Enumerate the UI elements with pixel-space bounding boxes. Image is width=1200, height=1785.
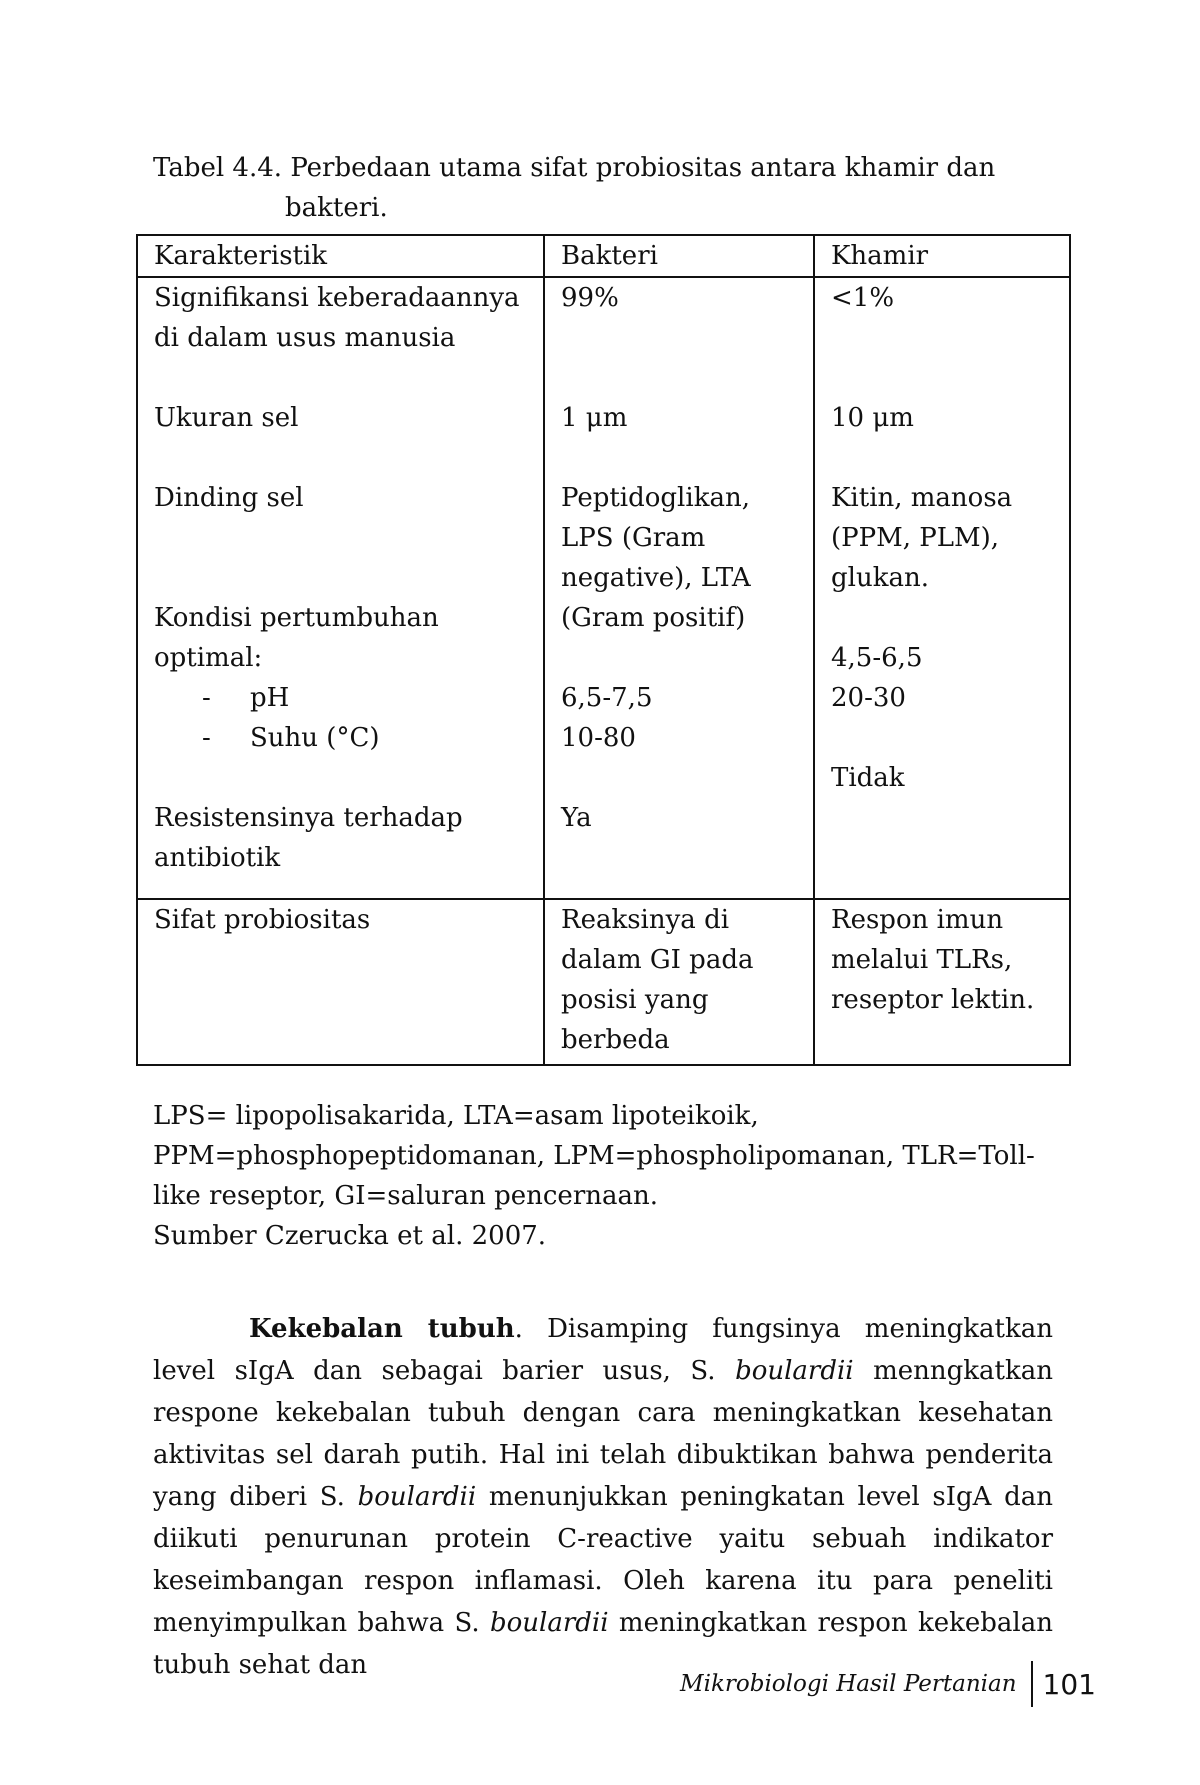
char-ukuran-sel: Ukuran sel xyxy=(154,403,299,433)
header-khamir: Khamir xyxy=(814,235,1070,277)
char-signifikansi-2: di dalam usus manusia xyxy=(154,323,456,353)
sifat-label: Sifat probiositas xyxy=(154,905,371,935)
list-dash: - xyxy=(202,683,211,713)
khamir-suhu: 20-30 xyxy=(831,683,906,713)
khamir-dinding-2: (PPM, PLM), xyxy=(831,523,1000,553)
species-name: boulardii xyxy=(735,1356,854,1386)
body-text-4: meningkatkan respon kekebalan tubuh sehat dan xyxy=(153,1608,1053,1680)
sifat-khamir-2: melalui TLRs, xyxy=(831,945,1013,975)
bakteri-resistensi: Ya xyxy=(561,803,592,833)
bakteri-ukuran: 1 μm xyxy=(561,403,628,433)
sifat-khamir-cell xyxy=(814,899,1070,1065)
char-resistensi-1: Resistensinya terhadap xyxy=(154,803,463,833)
bakteri-dinding-4: (Gram positif) xyxy=(561,603,746,633)
bakteri-suhu: 10-80 xyxy=(561,723,636,753)
table-row-sifat xyxy=(137,899,1070,1065)
char-signifikansi-1: Signifikansi keberadaannya xyxy=(154,283,520,313)
caption-line-2: bakteri. xyxy=(285,193,388,223)
char-kondisi-2: optimal: xyxy=(154,643,263,673)
char-dinding-sel: Dinding sel xyxy=(154,483,304,513)
table-header-row xyxy=(137,235,1070,277)
char-kondisi-1: Kondisi pertumbuhan xyxy=(154,603,439,633)
bakteri-dinding-2: LPS (Gram xyxy=(561,523,706,553)
bakteri-ph: 6,5-7,5 xyxy=(561,683,653,713)
sifat-khamir-1: Respon imun xyxy=(831,905,1004,935)
notes-source: Sumber Czerucka et al. 2007. xyxy=(153,1221,547,1251)
char-resistensi-2: antibiotik xyxy=(154,843,281,873)
bakteri-cell xyxy=(544,277,814,899)
bakteri-dinding-3: negative), LTA xyxy=(561,563,751,593)
bakteri-signifikansi: 99% xyxy=(561,283,619,313)
paragraph-heading: Kekebalan tubuh xyxy=(249,1314,515,1344)
sifat-bakteri-1: Reaksinya di xyxy=(561,905,730,935)
footer-book-title: Mikrobiologi Hasil Pertanian xyxy=(680,1671,1017,1697)
body-text-1: . Disamping fungsinya meningkatkan level sIgA dan sebagai barier usus, S. xyxy=(153,1314,1053,1386)
char-ph-item xyxy=(154,678,535,718)
list-dash: - xyxy=(202,723,211,753)
notes-line-2: PPM=phosphopeptidomanan, LPM=phospholipomanan, TLR=Toll- xyxy=(153,1141,1035,1171)
sifat-label-cell xyxy=(137,899,544,1065)
khamir-ukuran: 10 μm xyxy=(831,403,914,433)
notes-line-1: LPS= lipopolisakarida, LTA=asam lipoteikoik, xyxy=(153,1101,759,1131)
body-paragraph xyxy=(153,1308,1053,1686)
characteristics-cell xyxy=(137,277,544,899)
body-text-2: menngkatkan respone kekebalan tubuh dengan cara meningkatkan kesehatan aktivitas sel darah putih. Hal ini telah dibuktikan bahwa penderita yang diberi S. xyxy=(153,1356,1053,1512)
char-ph: pH xyxy=(250,683,290,713)
sifat-bakteri-cell xyxy=(544,899,814,1065)
char-suhu: Suhu (°C) xyxy=(250,723,380,753)
comparison-table xyxy=(136,234,1071,1066)
bakteri-dinding-1: Peptidoglikan, xyxy=(561,483,750,513)
body-text-3: menunjukkan peningkatan level sIgA dan diikuti penurunan protein C-reactive yaitu sebuah indikator keseimbangan respon inflamasi. Oleh karena itu para peneliti menyimpulkan bahwa S. xyxy=(153,1482,1053,1638)
char-suhu-item xyxy=(154,718,535,758)
khamir-resistensi: Tidak xyxy=(831,763,905,793)
page-number: 101 xyxy=(1042,1667,1096,1701)
caption-line-1: Tabel 4.4. Perbedaan utama sifat probiositas antara khamir dan xyxy=(153,153,996,183)
khamir-cell xyxy=(814,277,1070,899)
khamir-dinding-1: Kitin, manosa xyxy=(831,483,1013,513)
species-name: boulardii xyxy=(357,1482,477,1512)
page-footer xyxy=(600,1660,1096,1708)
sifat-khamir-3: reseptor lektin. xyxy=(831,985,1035,1015)
khamir-ph: 4,5-6,5 xyxy=(831,643,923,673)
notes-line-3: like reseptor, GI=saluran pencernaan. xyxy=(153,1181,659,1211)
table-row-characteristics xyxy=(137,277,1070,899)
table-caption xyxy=(153,148,1053,228)
footer-divider xyxy=(1031,1661,1033,1707)
sifat-bakteri-2: dalam GI pada xyxy=(561,945,754,975)
khamir-signifikansi: <1% xyxy=(831,283,895,313)
sifat-bakteri-3: posisi yang xyxy=(561,985,709,1015)
species-name: boulardii xyxy=(490,1608,609,1638)
table-notes xyxy=(153,1096,1053,1256)
sifat-bakteri-4: berbeda xyxy=(561,1025,670,1055)
header-karakteristik: Karakteristik xyxy=(137,235,544,277)
khamir-dinding-3: glukan. xyxy=(831,563,929,593)
header-bakteri: Bakteri xyxy=(544,235,814,277)
